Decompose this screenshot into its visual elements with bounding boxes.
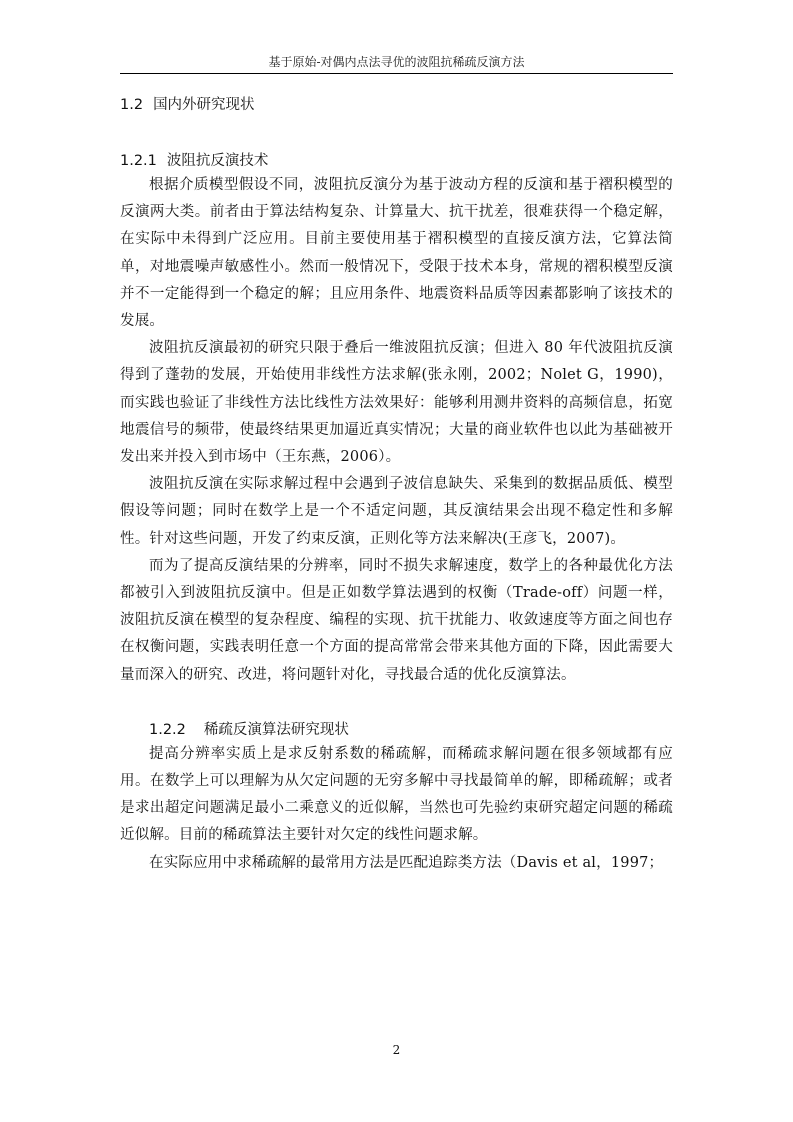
paragraph: 提高分辨率实质上是求反射系数的稀疏解，而稀疏求解问题在很多领域都有应用。在数学上可以理解为从欠定问题的无穷多解中寻找最简单的解，即稀疏解；或者是求出超定问题满足最小二乘意义的近似解，当然也可先验约束研究超定问题的稀疏近似解。目前的稀疏算法主要针对欠定的线性问题求解。 — [120, 745, 673, 844]
paragraph: 波阻抗反演在实际求解过程中会遇到子波信息缺失、采集到的数据品质低、模型假设等问题；同时在数学上是一个不适定问题，其反演结果会出现不稳定性和多解性。针对这些问题，开发了约束反演，正则化等方法来解决(王彦飞，2007)。 — [120, 476, 673, 547]
subsection-number-2: 1.2.2 — [149, 721, 186, 738]
subsection-heading-2 — [120, 719, 673, 741]
page-content — [120, 94, 673, 877]
header-rule — [120, 73, 673, 74]
subsection-title-2: 稀疏反演算法研究现状 — [203, 721, 349, 738]
subsection-number-1: 1.2.1 — [120, 153, 157, 169]
page-number: 2 — [392, 1043, 401, 1057]
section-heading — [120, 94, 673, 116]
paragraph: 波阻抗反演最初的研究只限于叠后一维波阻抗反演；但进入 80 年代波阻抗反演得到了蓬勃的发展，开始使用非线性方法求解(张永刚，2002；Nolet G，1990)，而实践也验证了非线性方法比线性方法效果好：能够利用测井资料的高频信息，拓宽地震信号的频带，使最终结果更加逼近真实情况；大量的商业软件也以此为基础被开发出来并投入到市场中（王东燕，2006）。 — [120, 340, 673, 466]
running-header: 基于原始-对偶内点法寻优的波阻抗稀疏反演方法 — [268, 55, 525, 69]
section-title: 国内外研究现状 — [153, 97, 255, 113]
paragraph: 在实际应用中求稀疏解的最常用方法是匹配追踪类方法（Davis et al，1997； — [149, 854, 664, 871]
paragraph: 而为了提高反演结果的分辨率，同时不损失求解速度，数学上的各种最优化方法都被引入到波阻抗反演中。但是正如数学算法遇到的权衡（Trade-off）问题一样，波阻抗反演在模型的复杂程度、编程的实现、抗干扰能力、收敛速度等方面之间也存在权衡问题，实践表明任意一个方面的提高常常会带来其他方面的下降，因此需要大量而深入的研究、改进，将问题针对化，寻找最合适的优化反演算法。 — [120, 557, 673, 683]
subsection-heading-1 — [120, 150, 673, 172]
paragraph: 根据介质模型假设不同，波阻抗反演分为基于波动方程的反演和基于褶积模型的反演两大类。前者由于算法结构复杂、计算量大、抗干扰差，很难获得一个稳定解，在实际中未得到广泛应用。目前主要使用基于褶积模型的直接反演方法，它算法简单，对地震噪声敏感性小。然而一般情况下，受限于技术本身，常规的褶积模型反演并不一定能得到一个稳定的解；且应用条件、地震资料品质等因素都影响了该技术的发展。 — [120, 177, 673, 330]
subsection-title-1: 波阻抗反演技术 — [166, 153, 269, 169]
section-number: 1.2 — [120, 97, 144, 113]
